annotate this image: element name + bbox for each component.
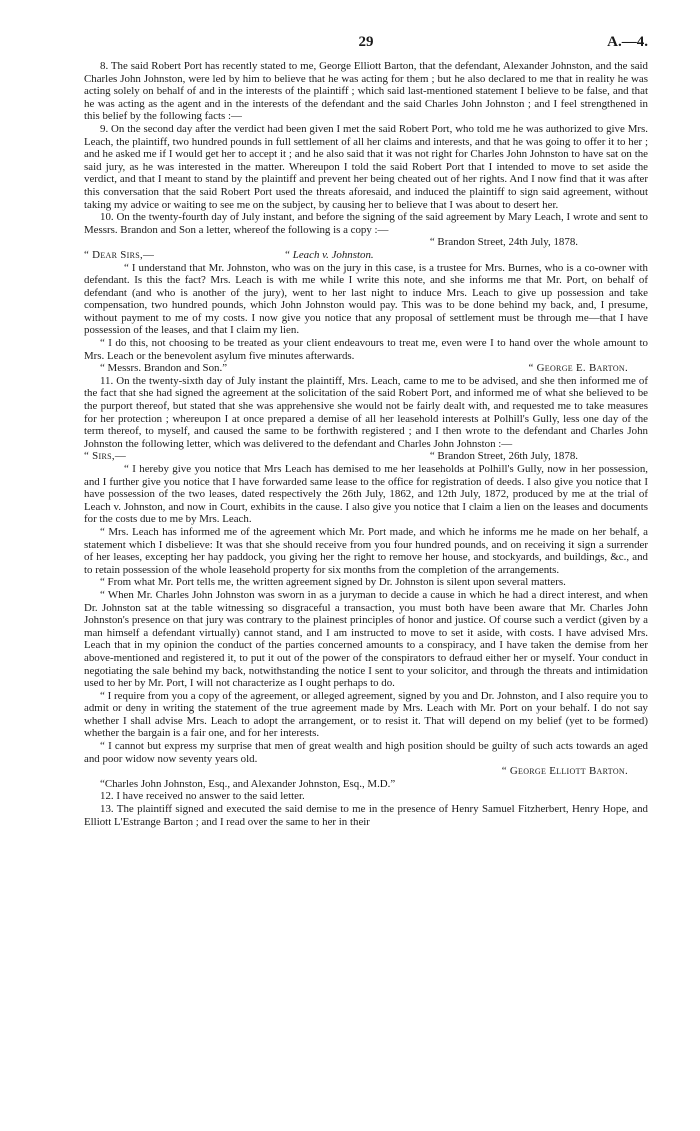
letter1-address: “ Brandon Street, 24th July, 1878.	[429, 236, 578, 249]
letter1-salutation: “ Dear Sirs,—	[84, 248, 155, 261]
letter1-signature: “ George E. Barton.	[528, 362, 628, 375]
letter2-body-1: “ I hereby give you notice that Mrs Leach has demised to me her leaseholds at Polhill's Gully, now in her possession, and I further give you notice that I have forwarded same lease to the office for registration of deeds. I also give you notice that I have possession of the two leases, dated respectively the 26th July, 1862, and 12th July, 1872, produced by me at the trial of Leach v. Johnston, and now in Court, exhibits in the cause. I also give you notice that I claim a lien on the leases and documents for the costs due to me by Mrs. Leach.	[84, 463, 648, 526]
letter2-salutation: “ Sirs,—	[84, 450, 127, 463]
paragraph-12: 12. I have received no answer to the said letter.	[100, 790, 305, 803]
document-reference: A.—4.	[607, 34, 648, 50]
page-number: 29	[358, 34, 374, 50]
letter2-body-4: “ When Mr. Charles John Johnston was sworn in as a juryman to decide a cause in which he had a direct interest, and when Dr. Johnston sat at the table witnessing so disgraceful a transaction, you must both have been aware that Mr. Charles John Johnston's presence on that jury was contrary to the plainest principles of honor and justice. Of course such a verdict (given by a man himself a defendant virtually) cannot stand, and I am instructed to move to set it aside, with costs. I have advised Mrs. Leach that in my opinion the conduct of the parties concerned amounts to a conspiracy, and I have taken the demise from her above-mentioned and registered it, to put it out of the power of the conspirators to defraud either her or myself. Your conduct in negotiating the sale behind my back, notwithstanding the notice I sent to your solicitor, and through the threats and intimidation used to her by Mr. Port, I will not characterize as I ought perhaps to do.	[84, 588, 648, 690]
paragraph-13: 13. The plaintiff signed and executed the said demise to me in the presence of Henry Samuel Fitzherbert, Henry Hope, and Elliott L'Estrange Barton ; and I read over the same to her in their	[84, 803, 648, 828]
letter1-closing-line	[84, 362, 648, 375]
letter1-body-2: “ I do this, not choosing to be treated as your client endeavours to treat me, even were I to hand over the whole amount to Mrs. Leach or the benevolent asylum five minutes afterwards.	[84, 337, 648, 362]
paragraph-10: 10. On the twenty-fourth day of July instant, and before the signing of the said agreement by Mary Leach, I wrote and sent to Messrs. Brandon and Son a letter, whereof the following is a copy :—	[84, 211, 648, 236]
letter2-recipients: “Charles John Johnston, Esq., and Alexander Johnston, Esq., M.D.”	[100, 777, 396, 790]
letter2-salutation-line	[84, 450, 648, 463]
letter2-body-2: “ Mrs. Leach has informed me of the agreement which Mr. Port made, and which he informs me he made on her behalf, a statement which I disbelieve: It was that she should receive from you four hundred pounds, and on receiving it sign a surrender of her leases, excepting her hay paddock, you giving her the right to remove her house, and stockyards, and buildings, &c., and to retain possession of the whole leasehold property for six months from the completion of the arrangements.	[84, 525, 648, 576]
letter2-body-5: “ I require from you a copy of the agreement, or alleged agreement, signed by you and Dr. Johnston, and I also require you to admit or deny in writing the statement of the true agreement made by Mrs. Leach with Mr. Port on your behalf. I do not say whether I shall advise Mrs. Leach to adopt the arrangement, or to resist it. That will depend on my belief (yet to be formed) whether the bargain is a fair one, and for her interests.	[84, 689, 648, 740]
letter1-case: “ Leach v. Johnston.	[284, 248, 374, 261]
letter1-salutation-line	[84, 249, 648, 262]
paragraph-9: 9. On the second day after the verdict had been given I met the said Robert Port, who told me he was authorized to give Mrs. Leach, the plaintiff, two hundred pounds in full settlement of all her claims and interests, and that he was going to offer it to her ; and he asked me if I would get her to accept it ; and he also said that it was not right for Charles John Johnston to have sat on the said jury, as he was interested in the matter. Whereupon I told the said Robert Port that I intended to move to set aside the verdict, and that I meant to stand by the plaintiff and prevent her being cheated out of her rights. And I now find that it was after this conversation that the said Robert Port used the threats aforesaid, and induced the plaintiff to sign said agreement, without taking my advice or waiting to see me on the subject, by causing her to believe that I was about to desert her.	[84, 122, 648, 211]
page-header	[84, 36, 648, 60]
letter2-signature: “ George Elliott Barton.	[501, 765, 628, 778]
letter2-address: “ Brandon Street, 26th July, 1878.	[429, 450, 578, 463]
letter2-body-6: “ I cannot but express my surprise that men of great wealth and high position should be guilty of such acts towards an aged and poor widow now seventy years old.	[84, 740, 648, 765]
letter2-body-3: “ From what Mr. Port tells me, the written agreement signed by Dr. Johnston is silent upon several matters.	[100, 576, 566, 589]
paragraph-8: 8. The said Robert Port has recently stated to me, George Elliott Barton, that the defendant, Alexander Johnston, and the said Charles John Johnston, were led by him to believe that he was acting for them ; but he also declared to me that in reality he was acting solely on behalf of and in the interests of the plaintiff ; which said last-mentioned statement I believe to be false, and that he was acting as the agent and in the interests of the defendant and the said Charles John Johnston ; and I feel strengthened in this belief by the following facts :—	[84, 60, 648, 123]
paragraph-11: 11. On the twenty-sixth day of July instant the plaintiff, Mrs. Leach, came to me to be advised, and she then informed me of the fact that she had signed the agreement at the solicitation of the said Robert Port, and informed me of what she believed to be the purport thereof, but stated that she was apprehensive she would not be fairly dealt with, and requested me to take measures for her protection ; whereupon I at once prepared a demise of all her leasehold interests at Polhill's Gully, less one day of the term thereof, to myself, and caused the same to be forthwith registered ; and I then wrote to the defendant and Charles John Johnston the following letter, which was delivered to the defendant and Charles John Johnston :—	[84, 374, 648, 450]
letter1-body-1: “ I understand that Mr. Johnston, who was on the jury in this case, is a trustee for Mrs. Burnes, who is a co-owner with defendant. Is this the fact? Mrs. Leach is with me while I write this note, and she informs me that Mr. Port, on behalf of defendant (and who is another of the jury), went to her last night to induce Mrs. Leach to give up possession and take compensation, two hundred pounds, which John Johnston would pay. This was to be done behind my back, and, I presume, without payment to me of my costs. I now give you notice that any proposal of settlement must be through me—that I have possession of the leases, and that I claim my lien.	[84, 261, 648, 337]
letter1-recipient: “ Messrs. Brandon and Son.”	[100, 362, 228, 375]
